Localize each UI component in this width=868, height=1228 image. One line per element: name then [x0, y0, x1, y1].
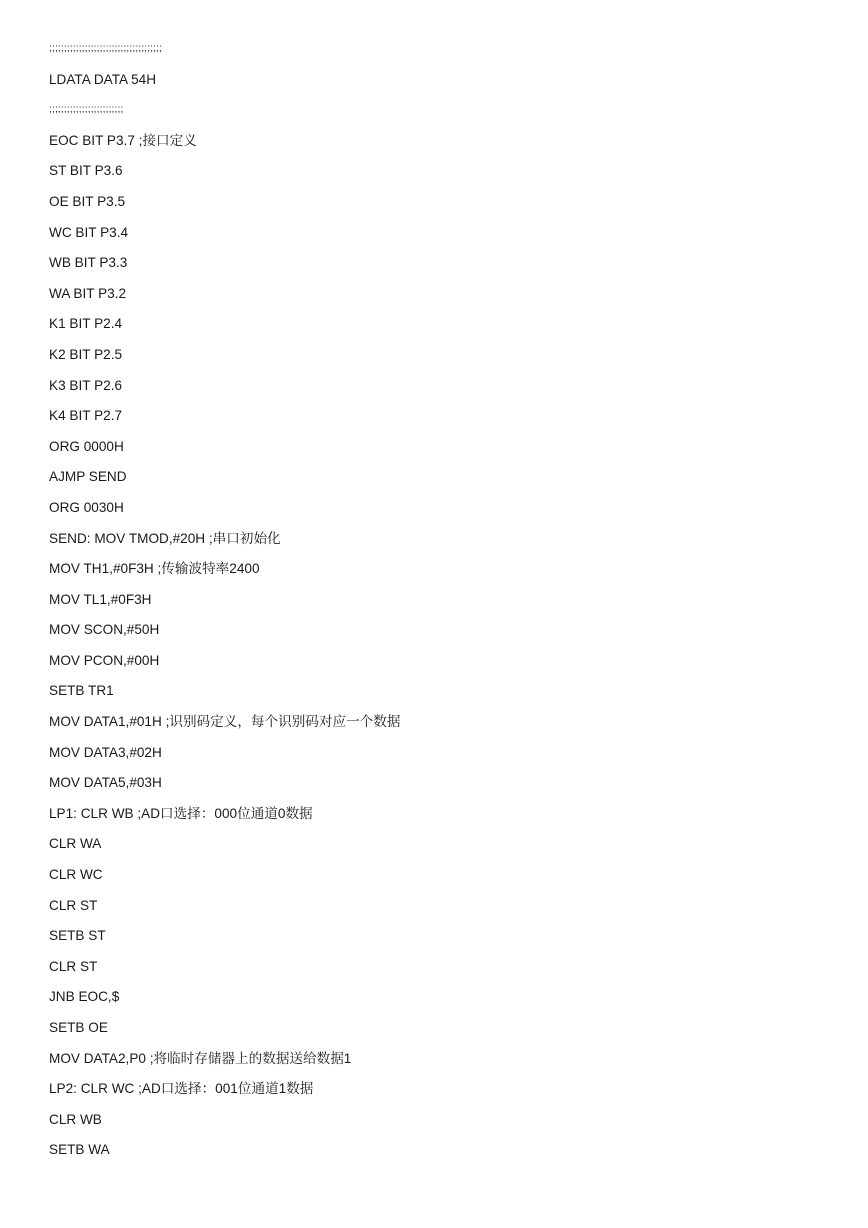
code-line: CLR ST — [49, 897, 98, 913]
code-line: SETB TR1 — [49, 683, 114, 699]
code-line: EOC BIT P3.7 ;接口定义 — [49, 132, 197, 148]
separator-line: ;;;;;;;;;;;;;;;;;;;;;;;;;;;;;;;;;;;;;; — [49, 43, 163, 54]
separator-line: ;;;;;;;;;;;;;;;;;;;;;;;;; — [49, 104, 124, 116]
code-line: MOV DATA5,#03H — [49, 775, 162, 791]
code-line: CLR WC — [49, 867, 103, 883]
code-line: JNB EOC,$ — [49, 989, 120, 1005]
code-line: SETB ST — [49, 928, 106, 944]
code-line: K1 BIT P2.4 — [49, 316, 123, 332]
code-line: CLR WA — [49, 836, 102, 852]
code-line: AJMP SEND — [49, 469, 127, 485]
code-line: LDATA DATA 54H — [49, 71, 157, 87]
code-line: MOV TH1,#0F3H ;传输波特率2400 — [49, 561, 260, 577]
code-line: CLR ST — [49, 958, 98, 974]
code-line: LP2: CLR WC ;AD口选择：001位通道1数据 — [49, 1081, 314, 1097]
code-line: MOV DATA1,#01H ;识别码定义，每个识别码对应一个数据 — [49, 714, 401, 730]
code-line: MOV DATA3,#02H — [49, 744, 162, 760]
code-line: SETB WA — [49, 1142, 110, 1158]
code-line: LP1: CLR WB ;AD口选择：000位通道0数据 — [49, 805, 313, 821]
code-line: MOV SCON,#50H — [49, 622, 160, 638]
code-line: K3 BIT P2.6 — [49, 377, 123, 393]
code-line: OE BIT P3.5 — [49, 193, 126, 209]
code-line: WC BIT P3.4 — [49, 224, 129, 240]
code-line: SEND: MOV TMOD,#20H ;串口初始化 — [49, 530, 281, 546]
assembly-code-listing — [49, 40, 829, 1172]
code-line: MOV TL1,#0F3H — [49, 591, 152, 607]
code-line: WA BIT P3.2 — [49, 285, 127, 301]
code-line: K4 BIT P2.7 — [49, 408, 123, 424]
code-line: K2 BIT P2.5 — [49, 346, 123, 362]
code-line: ST BIT P3.6 — [49, 163, 123, 179]
code-line: WB BIT P3.3 — [49, 255, 128, 271]
code-line: ORG 0000H — [49, 438, 124, 454]
code-line: ORG 0030H — [49, 499, 124, 515]
code-line: CLR WB — [49, 1111, 102, 1127]
code-line: MOV PCON,#00H — [49, 652, 160, 668]
code-line: MOV DATA2,P0 ;将临时存储器上的数据送给数据1 — [49, 1050, 352, 1066]
code-line: SETB OE — [49, 1020, 108, 1035]
